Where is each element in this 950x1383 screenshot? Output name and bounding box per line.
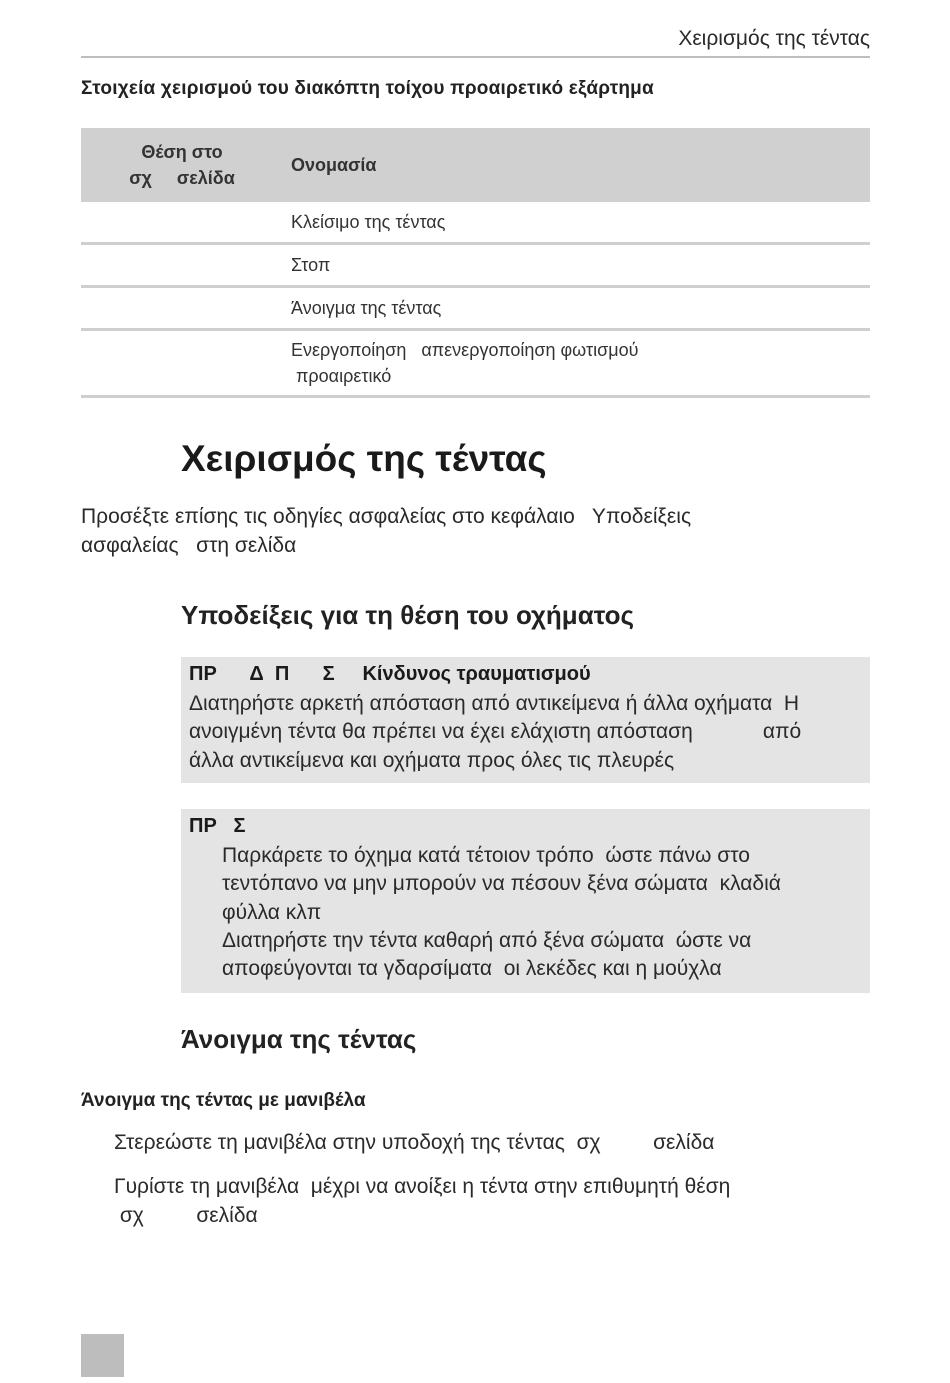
instruction-step: Στερεώστε τη μανιβέλα στην υποδοχή της τέντας σχ σελίδα bbox=[114, 1131, 715, 1154]
table-cell-name-line2: προαιρετικό bbox=[291, 366, 392, 386]
page-marker bbox=[81, 1334, 124, 1377]
vehicle-position-title: Υποδείξεις για τη θέση του οχήματος bbox=[181, 600, 634, 630]
table-row bbox=[81, 244, 870, 287]
controls-table-heading: Στοιχεία χειρισμού του διακόπτη τοίχου προαιρετικό εξάρτημα bbox=[81, 78, 654, 99]
warning-box bbox=[181, 657, 870, 783]
section-title: Χειρισμός της τέντας bbox=[181, 438, 547, 479]
table-cell-name bbox=[283, 330, 870, 397]
caution-title: ΠΡ Σ bbox=[189, 815, 246, 837]
warning-line: Διατηρήστε αρκετή απόσταση από αντικείμενα ή άλλα οχήματα Η bbox=[189, 692, 800, 715]
instruction-step: Γυρίστε τη μανιβέλα μέχρι να ανοίξει η τέντα στην επιθυμητή θέση bbox=[114, 1175, 731, 1198]
table-cell-name-line1: Ενεργοποίηση απενεργοποίηση φωτισμού bbox=[291, 340, 639, 360]
column-header-position-line1: Θέση στο bbox=[141, 142, 223, 162]
instruction-step-continuation: σχ σελίδα bbox=[114, 1204, 258, 1227]
caution-line: Παρκάρετε το όχημα κατά τέτοιον τρόπο ώστε πάνω στο bbox=[222, 844, 750, 867]
header-divider bbox=[81, 56, 870, 58]
table-cell-position bbox=[81, 244, 283, 287]
warning-line: ανοιγμένη τέντα θα πρέπει να έχει ελάχιστη απόσταση από bbox=[189, 720, 802, 743]
table-row bbox=[81, 287, 870, 330]
column-header-position bbox=[81, 128, 283, 202]
intro-line: Προσέξτε επίσης τις οδηγίες ασφαλείας στο κεφάλαιο Υποδείξεις bbox=[81, 505, 692, 528]
caution-line: φύλλα κλπ bbox=[222, 901, 322, 924]
column-header-name: Ονομασία bbox=[283, 128, 870, 202]
controls-table-header-row bbox=[81, 128, 870, 202]
caution-line: τεντόπανο να μην μπορούν να πέσουν ξένα σώματα κλαδιά bbox=[222, 872, 781, 895]
table-cell-name: Στοπ bbox=[283, 244, 870, 287]
table-cell-name: Άνοιγμα της τέντας bbox=[283, 287, 870, 330]
table-cell-position bbox=[81, 330, 283, 397]
caution-line: Διατηρήστε την τέντα καθαρή από ξένα σώματα ώστε να bbox=[222, 929, 752, 952]
intro-line: ασφαλείας στη σελίδα bbox=[81, 534, 297, 557]
intro-paragraph bbox=[81, 502, 861, 560]
table-cell-name: Κλείσιμο της τέντας bbox=[283, 202, 870, 244]
table-row bbox=[81, 202, 870, 244]
warning-line: άλλα αντικείμενα και οχήματα προς όλες τις πλευρές bbox=[189, 749, 675, 772]
crank-opening-title: Άνοιγμα της τέντας με μανιβέλα bbox=[81, 1090, 366, 1111]
caution-box bbox=[181, 809, 870, 993]
table-cell-position bbox=[81, 287, 283, 330]
table-row bbox=[81, 330, 870, 397]
controls-table bbox=[81, 128, 870, 398]
caution-line: αποφεύγονται τα γδαρσίματα οι λεκέδες και η μούχλα bbox=[222, 957, 722, 980]
column-header-position-line2: σχ σελίδα bbox=[129, 168, 235, 188]
warning-title: ΠΡ Δ Π Σ Κίνδυνος τραυματισμού bbox=[189, 663, 591, 685]
table-cell-position bbox=[81, 202, 283, 244]
running-header: Χειρισμός της τέντας bbox=[678, 27, 870, 50]
opening-title: Άνοιγμα της τέντας bbox=[181, 1024, 417, 1054]
